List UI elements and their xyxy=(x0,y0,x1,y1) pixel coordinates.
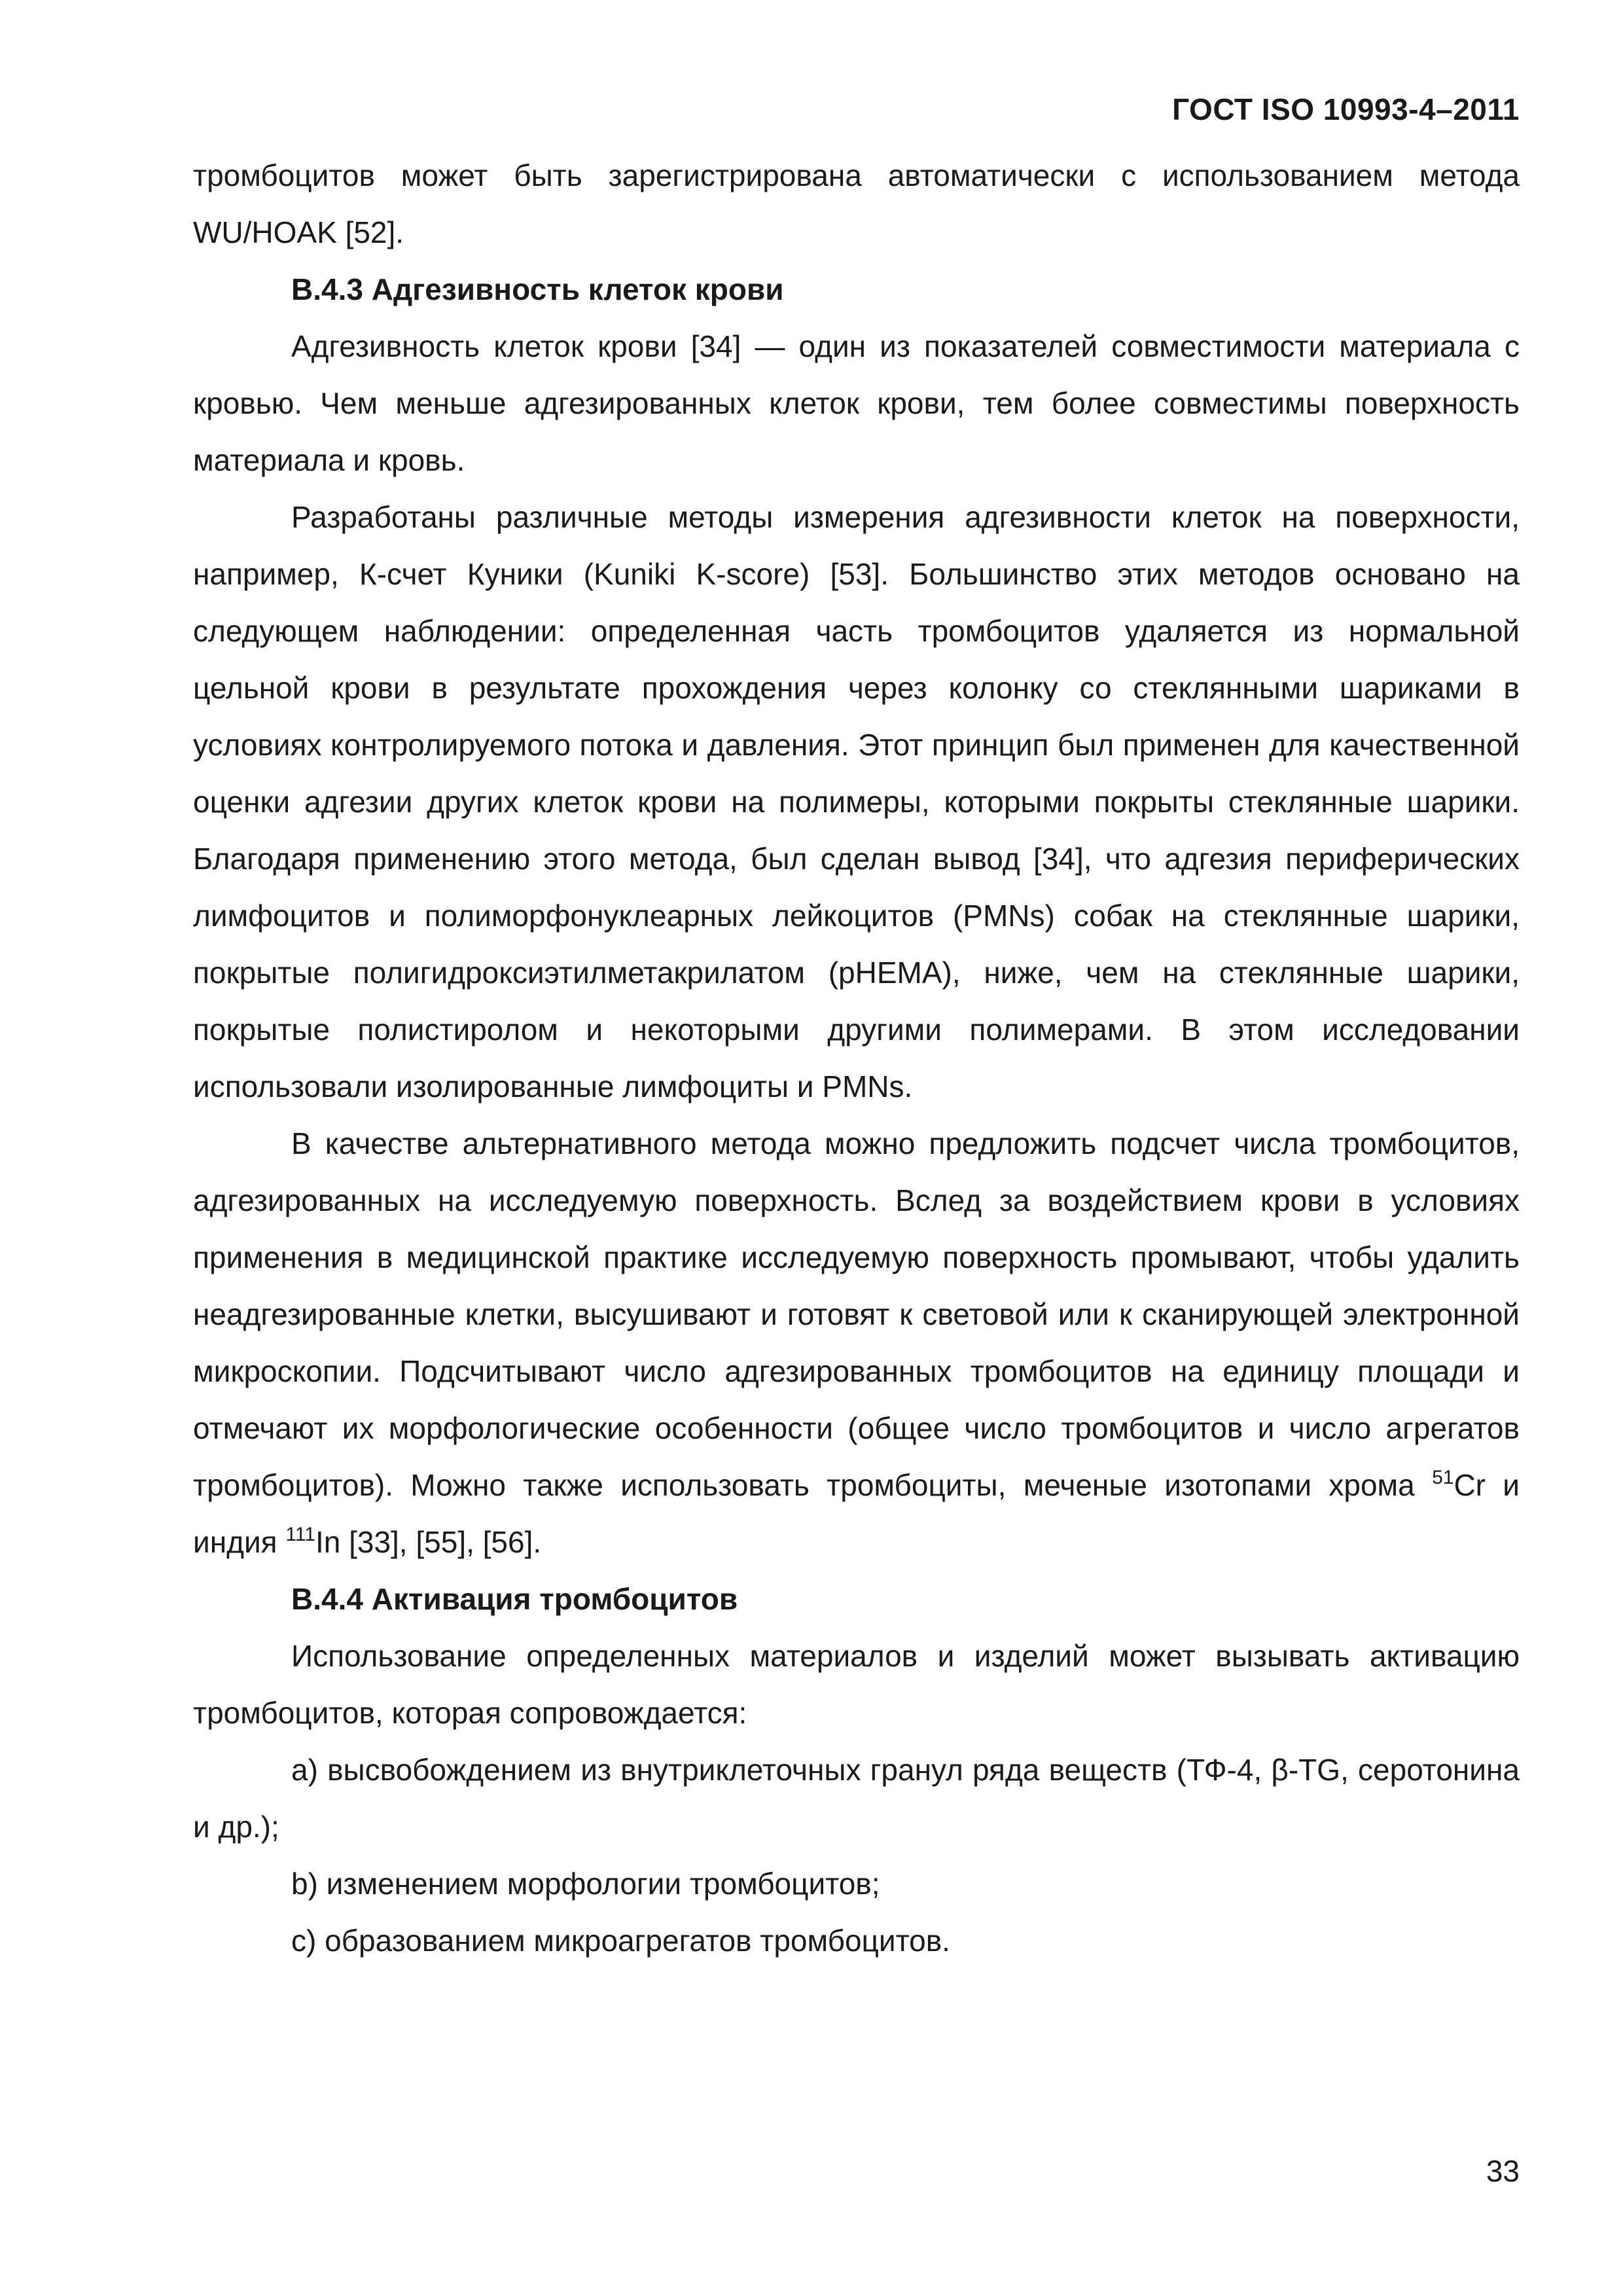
chromium-isotope-superscript: 51 xyxy=(1432,1467,1454,1488)
alt-method-text-1: В качестве альтернативного метода можно предложить подсчет числа тромбоцитов, адгезированных на исследуемую поверхность. Вслед за воздействием крови в условиях применения в медицинской практике исследуемую поверхность промывают, чтобы удалить неадгезированные клетки, высушивают и готовят к световой или к сканирующей электронной микроскопии. Подсчитывают число адгезированных тромбоцитов на единицу площади и отмечают их морфологические особенности (общее число тромбоцитов и число агрегатов тромбоцитов). Можно также использовать тромбоциты, меченые изотопами хрома xyxy=(193,1126,1520,1502)
paragraph-platelet-activation: Использование определенных материалов и изделий может вызывать активацию тромбоцитов, которая сопровождается: xyxy=(193,1639,1520,1730)
alt-method-text-2: Cr и индия xyxy=(193,1468,1520,1559)
section-heading-b44: В.4.4 Активация тромбоцитов xyxy=(291,1582,738,1616)
list-item-c: c) образованием микроагрегатов тромбоцитов. xyxy=(291,1924,950,1958)
alt-method-text-3: In [33], [55], [56]. xyxy=(315,1525,542,1559)
indium-isotope-superscript: 111 xyxy=(285,1524,315,1545)
continuation-paragraph: тромбоцитов может быть зарегистрирована автоматически с использованием метода WU/HOAK [52]. xyxy=(193,158,1520,249)
section-heading-b43: В.4.3 Адгезивность клеток крови xyxy=(291,272,784,306)
standard-designation: ГОСТ ISO 10993-4–2011 xyxy=(1172,92,1520,126)
list-item-b: b) изменением морфологии тромбоцитов; xyxy=(291,1867,880,1901)
paragraph-alternative-method xyxy=(193,1115,1520,1571)
page-number: 33 xyxy=(1486,2154,1520,2188)
paragraph-measurement-methods: Разработаны различные методы измерения адгезивности клеток на поверхности, например, К-счет Куники (Kuniki K-score) [53]. Большинство этих методов основано на следующем наблюдении: определенная часть тромбоцитов удаляется из нормальной цельной крови в результате прохождения через колонку со стеклянными шариками в условиях контролируемого потока и давления. Этот принцип был применен для качественной оценки адгезии других клеток крови на полимеры, которыми покрыты стеклянные шарики. Благодаря применению этого метода, был сделан вывод [34], что адгезия периферических лимфоцитов и полиморфонуклеарных лейкоцитов (PMNs) собак на стеклянные шарики, покрытые полигидроксиэтилметакрилатом (pHEMA), ниже, чем на стеклянные шарики, покрытые полистиролом и некоторыми другими полимерами. В этом исследовании использовали изолированные лимфоциты и PMNs. xyxy=(193,500,1520,1103)
paragraph-adhesiveness-intro: Адгезивность клеток крови [34] — один из показателей совместимости материала с кровью. Чем меньше адгезированных клеток крови, тем более совместимы поверхность материала и кровь. xyxy=(193,329,1520,477)
document-body xyxy=(193,147,1520,1969)
list-item-a: a) высвобождением из внутриклеточных гранул ряда веществ (ТФ-4, β-TG, серотонина и др.); xyxy=(193,1753,1520,1844)
